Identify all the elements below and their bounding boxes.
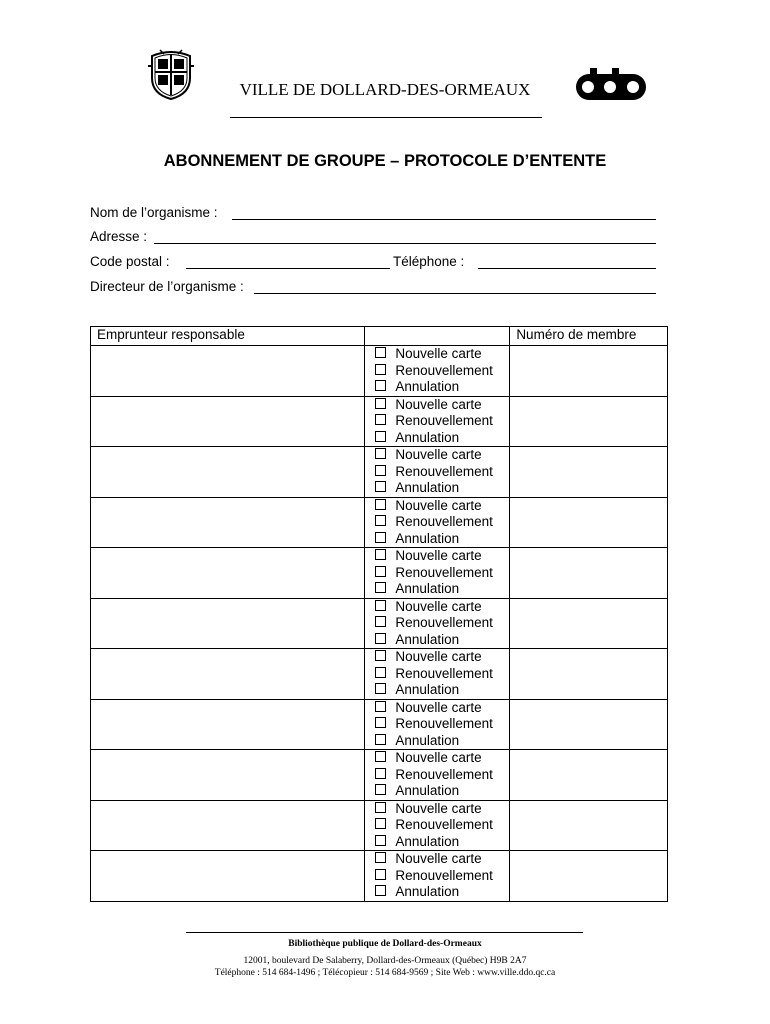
directeur-label: Directeur de l’organisme :: [90, 279, 244, 294]
checkbox-icon[interactable]: [375, 515, 386, 526]
new-card-label: Nouvelle carte: [395, 750, 482, 765]
cancellation-label: Annulation: [395, 682, 460, 697]
organisme-line: [232, 219, 656, 220]
checkbox-icon[interactable]: [375, 751, 386, 762]
cancellation-option[interactable]: [375, 733, 509, 750]
checkbox-icon[interactable]: [375, 734, 386, 745]
adresse-field[interactable]: [90, 229, 656, 247]
table-row: [91, 699, 668, 750]
renewal-option[interactable]: [375, 363, 509, 380]
new-card-option[interactable]: [375, 851, 509, 868]
cancellation-label: Annulation: [395, 732, 460, 748]
borrower-cell[interactable]: [91, 649, 365, 700]
checkbox-icon[interactable]: [375, 683, 386, 694]
cancellation-label: Annulation: [395, 884, 460, 899]
cancellation-option[interactable]: [375, 834, 509, 851]
adresse-line: [154, 243, 656, 244]
checkbox-icon[interactable]: [375, 582, 386, 593]
cancellation-option[interactable]: [375, 581, 509, 598]
directeur-line: [254, 293, 656, 294]
table-header-row: [91, 327, 668, 346]
checkbox-icon[interactable]: [375, 448, 386, 459]
cancellation-option[interactable]: [375, 480, 509, 497]
renewal-option[interactable]: [375, 413, 509, 430]
member-number-cell[interactable]: [510, 598, 668, 649]
renewal-label: Renouvellement: [395, 413, 493, 428]
renewal-option[interactable]: [375, 868, 509, 885]
table-row: [91, 750, 668, 801]
checkbox-icon[interactable]: [375, 364, 386, 375]
table-row: [91, 497, 668, 548]
footer-library: Bibliothèque publique de Dollard-des-Ormeaux: [288, 939, 482, 949]
card-type-cell: [365, 800, 510, 851]
new-card-option[interactable]: [375, 346, 509, 363]
code-postal-label: Code postal :: [90, 254, 170, 269]
card-type-cell: [365, 346, 510, 397]
table-row: [91, 346, 668, 397]
cancellation-option[interactable]: [375, 531, 509, 548]
checkbox-icon[interactable]: [375, 616, 386, 627]
cancellation-label: Annulation: [395, 581, 460, 596]
new-card-option[interactable]: [375, 750, 509, 767]
new-card-label: Nouvelle carte: [395, 447, 482, 462]
table-row: [91, 851, 668, 902]
checkbox-icon[interactable]: [375, 414, 386, 425]
divider: [230, 117, 542, 118]
checkbox-icon[interactable]: [375, 650, 386, 661]
cancellation-label: Annulation: [395, 429, 460, 445]
card-type-cell: [365, 396, 510, 447]
renewal-label: Renouvellement: [395, 817, 493, 832]
borrower-cell[interactable]: [91, 598, 365, 649]
cancellation-label: Annulation: [395, 783, 460, 798]
new-card-option[interactable]: [375, 498, 509, 515]
new-card-label: Nouvelle carte: [395, 649, 482, 664]
renewal-label: Renouvellement: [395, 867, 493, 883]
new-card-label: Nouvelle carte: [395, 598, 482, 614]
renewal-label: Renouvellement: [395, 615, 493, 630]
col-header-member-number: Numéro de membre: [510, 327, 668, 346]
borrower-cell[interactable]: [91, 346, 365, 397]
cancellation-option[interactable]: [375, 682, 509, 699]
checkbox-icon[interactable]: [375, 481, 386, 492]
checkbox-icon[interactable]: [375, 818, 386, 829]
adresse-label: Adresse :: [90, 229, 148, 244]
checkbox-icon[interactable]: [375, 802, 386, 813]
table-row: [91, 396, 668, 447]
card-type-cell: [365, 598, 510, 649]
table-row: [91, 447, 668, 498]
renewal-label: Renouvellement: [395, 564, 493, 580]
checkbox-icon[interactable]: [375, 532, 386, 543]
telephone-line: [478, 268, 656, 269]
member-number-cell[interactable]: [510, 750, 668, 801]
renewal-option[interactable]: [375, 666, 509, 683]
registration-table: [90, 326, 668, 902]
checkbox-icon[interactable]: [375, 347, 386, 358]
renewal-option[interactable]: [375, 817, 509, 834]
checkbox-icon[interactable]: [375, 885, 386, 896]
cancellation-option[interactable]: [375, 430, 509, 447]
telephone-label: Téléphone :: [393, 254, 465, 269]
directeur-field[interactable]: [90, 279, 656, 297]
renewal-label: Renouvellement: [395, 665, 493, 681]
table-row: [91, 649, 668, 700]
member-number-cell[interactable]: [510, 548, 668, 599]
renewal-label: Renouvellement: [395, 362, 493, 378]
checkbox-icon[interactable]: [375, 431, 386, 442]
member-number-cell[interactable]: [510, 699, 668, 750]
member-number-cell[interactable]: [510, 396, 668, 447]
member-number-cell[interactable]: [510, 497, 668, 548]
cancellation-option[interactable]: [375, 884, 509, 901]
new-card-option[interactable]: [375, 397, 509, 414]
cancellation-label: Annulation: [395, 480, 460, 495]
card-type-cell: [365, 447, 510, 498]
checkbox-icon[interactable]: [375, 701, 386, 712]
renewal-label: Renouvellement: [395, 716, 493, 731]
cancellation-label: Annulation: [395, 833, 460, 849]
renewal-option[interactable]: [375, 514, 509, 531]
checkbox-icon[interactable]: [375, 600, 386, 611]
borrower-cell[interactable]: [91, 699, 365, 750]
card-type-cell: [365, 699, 510, 750]
member-number-cell[interactable]: [510, 447, 668, 498]
new-card-option[interactable]: [375, 700, 509, 717]
new-card-option[interactable]: [375, 548, 509, 565]
new-card-label: Nouvelle carte: [395, 851, 482, 866]
borrower-cell[interactable]: [91, 548, 365, 599]
borrower-cell[interactable]: [91, 396, 365, 447]
page-title: ABONNEMENT DE GROUPE – PROTOCOLE D’ENTENTE: [163, 152, 607, 170]
telephone-field[interactable]: [393, 254, 656, 272]
checkbox-icon[interactable]: [375, 549, 386, 560]
member-number-cell[interactable]: [510, 800, 668, 851]
new-card-option[interactable]: [375, 801, 509, 818]
cancellation-option[interactable]: [375, 379, 509, 396]
new-card-option[interactable]: [375, 447, 509, 464]
checkbox-icon[interactable]: [375, 380, 386, 391]
checkbox-icon[interactable]: [375, 499, 386, 510]
table-row: [91, 548, 668, 599]
col-header-borrower: Emprunteur responsable: [91, 327, 365, 346]
new-card-option[interactable]: [375, 649, 509, 666]
checkbox-icon[interactable]: [375, 465, 386, 476]
code-postal-field[interactable]: [90, 254, 390, 272]
checkbox-icon[interactable]: [375, 633, 386, 644]
new-card-label: Nouvelle carte: [395, 800, 482, 816]
card-type-cell: [365, 548, 510, 599]
new-card-label: Nouvelle carte: [395, 346, 482, 361]
checkbox-icon[interactable]: [375, 398, 386, 409]
new-card-label: Nouvelle carte: [395, 497, 482, 513]
borrower-cell[interactable]: [91, 497, 365, 548]
borrower-cell[interactable]: [91, 447, 365, 498]
footer-contact: Téléphone : 514 684-1496 ; Télécopieur : 514 684-9569 ; Site Web : www.ville.ddo.qc.ca: [214, 968, 556, 978]
checkbox-icon[interactable]: [375, 852, 386, 863]
col-header-type: [365, 327, 510, 346]
cancellation-label: Annulation: [395, 631, 460, 647]
cancellation-label: Annulation: [395, 379, 460, 394]
renewal-option[interactable]: [375, 716, 509, 733]
borrower-cell[interactable]: [91, 800, 365, 851]
renewal-option[interactable]: [375, 464, 509, 481]
cancellation-label: Annulation: [395, 530, 460, 546]
renewal-option[interactable]: [375, 767, 509, 784]
cancellation-option[interactable]: [375, 632, 509, 649]
card-type-cell: [365, 750, 510, 801]
code-postal-line: [186, 268, 390, 269]
table-row: [91, 598, 668, 649]
borrower-cell[interactable]: [91, 750, 365, 801]
new-card-option[interactable]: [375, 599, 509, 616]
checkbox-icon[interactable]: [375, 835, 386, 846]
city-name: VILLE DE DOLLARD-DES-ORMEAUX: [239, 80, 531, 99]
renewal-label: Renouvellement: [395, 766, 493, 782]
checkbox-icon[interactable]: [375, 768, 386, 779]
table-row: [91, 800, 668, 851]
checkbox-icon[interactable]: [375, 869, 386, 880]
checkbox-icon[interactable]: [375, 784, 386, 795]
checkbox-icon[interactable]: [375, 717, 386, 728]
footer-divider: [186, 932, 583, 933]
renewal-option[interactable]: [375, 565, 509, 582]
card-type-cell: [365, 497, 510, 548]
renewal-label: Renouvellement: [395, 514, 493, 529]
borrower-cell[interactable]: [91, 851, 365, 902]
renewal-option[interactable]: [375, 615, 509, 632]
member-number-cell[interactable]: [510, 851, 668, 902]
member-number-cell[interactable]: [510, 346, 668, 397]
new-card-label: Nouvelle carte: [395, 396, 482, 412]
new-card-label: Nouvelle carte: [395, 699, 482, 715]
checkbox-icon[interactable]: [375, 667, 386, 678]
card-type-cell: [365, 649, 510, 700]
cancellation-option[interactable]: [375, 783, 509, 800]
member-number-cell[interactable]: [510, 649, 668, 700]
card-type-cell: [365, 851, 510, 902]
new-card-label: Nouvelle carte: [395, 548, 482, 563]
footer-address: 12001, boulevard De Salaberry, Dollard-des-Ormeaux (Québec) H9B 2A7: [243, 956, 527, 966]
checkbox-icon[interactable]: [375, 566, 386, 577]
renewal-label: Renouvellement: [395, 463, 493, 479]
organisme-label: Nom de l’organisme :: [90, 205, 218, 220]
organisme-field[interactable]: [90, 205, 656, 223]
